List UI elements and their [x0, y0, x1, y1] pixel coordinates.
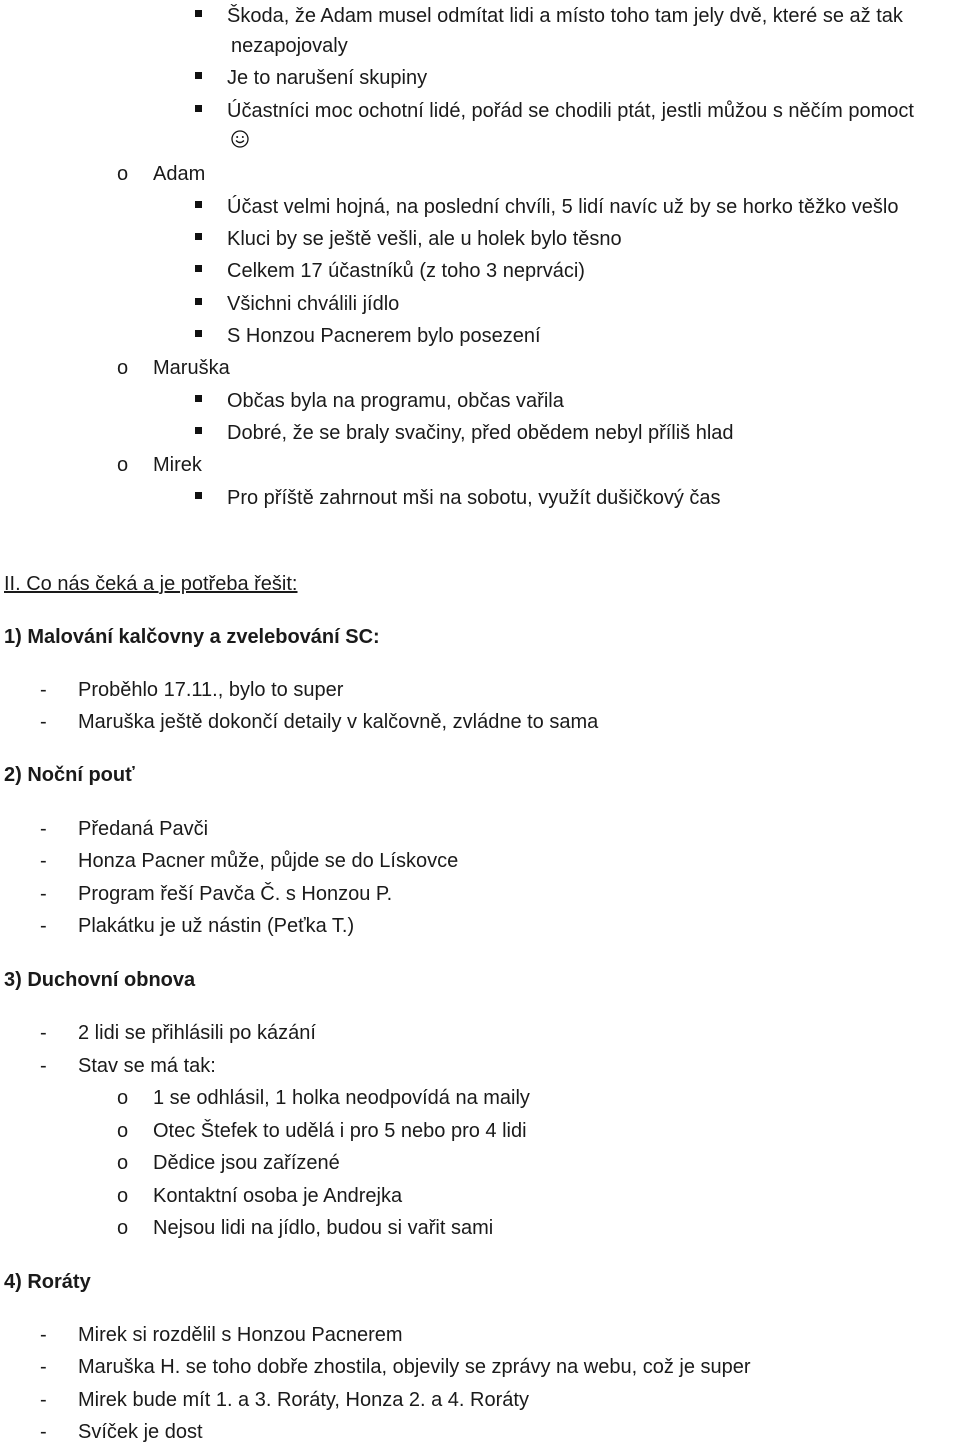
circle-bullet-icon: o: [117, 163, 129, 185]
list-item: [0, 1082, 960, 1114]
list-item-text: Proběhlo 17.11., bylo to super: [78, 679, 344, 701]
dash-bullet-icon: -: [40, 679, 47, 701]
list-item-text: Škoda, že Adam musel odmítat lidi a místo toho tam jely dvě, které se až tak: [227, 5, 903, 27]
dash-bullet-icon: -: [40, 1389, 47, 1411]
circle-bullet-icon: o: [117, 1185, 129, 1207]
list-item-text: Program řeší Pavča Č. s Honzou P.: [78, 883, 393, 905]
circle-bullet-icon: o: [117, 1152, 129, 1174]
subsection-heading: [0, 964, 960, 996]
square-bullet-icon: [195, 105, 202, 112]
list-item: [0, 1319, 960, 1351]
dash-bullet-icon: -: [40, 850, 47, 872]
list-item-text: Kluci by se ještě vešli, ale u holek bylo těsno: [227, 228, 622, 250]
circle-bullet-icon: o: [117, 454, 129, 476]
person-heading-adam: [0, 158, 960, 190]
list-item-text: Maruška H. se toho dobře zhostila, objevily se zprávy na webu, což je super: [78, 1356, 751, 1378]
dash-bullet-icon: -: [40, 1022, 47, 1044]
dash-bullet-icon: -: [40, 915, 47, 937]
circle-bullet-icon: o: [117, 1217, 129, 1239]
smiley-row: [0, 127, 960, 159]
list-item: [0, 1384, 960, 1416]
list-item: [0, 1180, 960, 1212]
list-item-text: Účastníci moc ochotní lidé, pořád se chodili ptát, jestli můžou s něčím pomoct: [227, 100, 914, 122]
list-item-text: nezapojovaly: [231, 35, 348, 57]
list-item-text: Je to narušení skupiny: [227, 67, 428, 89]
list-item: [0, 1416, 960, 1448]
dash-bullet-icon: -: [40, 1324, 47, 1346]
subsection-title: 4) Roráty: [4, 1271, 91, 1293]
person-heading-maruska: [0, 352, 960, 384]
list-item: [0, 1017, 960, 1049]
list-item: [0, 191, 960, 223]
list-item: [0, 385, 960, 417]
list-item: [0, 845, 960, 877]
list-item: [0, 288, 960, 320]
circle-bullet-icon: o: [117, 357, 129, 379]
list-item-text: Pro příště zahrnout mši na sobotu, využít dušičkový čas: [227, 487, 721, 509]
person-name: Adam: [153, 163, 206, 185]
square-bullet-icon: [195, 427, 202, 434]
list-item-text: Nejsou lidi na jídlo, budou si vařit sami: [153, 1217, 494, 1239]
dash-bullet-icon: -: [40, 1356, 47, 1378]
circle-bullet-icon: o: [117, 1087, 129, 1109]
square-bullet-icon: [195, 265, 202, 272]
dash-bullet-icon: -: [40, 818, 47, 840]
list-item: [0, 706, 960, 738]
dash-bullet-icon: -: [40, 1421, 47, 1443]
list-item-text: Občas byla na programu, občas vařila: [227, 390, 564, 412]
square-bullet-icon: [195, 395, 202, 402]
list-item-text: Všichni chválili jídlo: [227, 293, 400, 315]
person-name: Mirek: [153, 454, 202, 476]
list-item-text: Maruška ještě dokončí detaily v kalčovně, zvládne to sama: [78, 711, 599, 733]
list-item: [0, 95, 960, 127]
list-item-text: Účast velmi hojná, na poslední chvíli, 5 lidí navíc už by se horko těžko vešlo: [227, 196, 899, 218]
dash-bullet-icon: -: [40, 1055, 47, 1077]
square-bullet-icon: [195, 72, 202, 79]
list-item: [0, 62, 960, 94]
list-item: [0, 674, 960, 706]
square-bullet-icon: [195, 201, 202, 208]
list-item-text: Předaná Pavči: [78, 818, 209, 840]
subsection-title: 2) Noční pouť: [4, 764, 135, 786]
list-item: [0, 813, 960, 845]
list-item-text: 2 lidi se přihlásili po kázání: [78, 1022, 316, 1044]
subsection-title: 3) Duchovní obnova: [4, 969, 196, 991]
list-item-text: Kontaktní osoba je Andrejka: [153, 1185, 403, 1207]
person-name: Maruška: [153, 357, 230, 379]
list-item: [0, 1351, 960, 1383]
list-item: [0, 417, 960, 449]
subsection-heading: [0, 1266, 960, 1298]
section-title: II. Co nás čeká a je potřeba řešit:: [4, 573, 298, 595]
dash-bullet-icon: -: [40, 883, 47, 905]
list-item: [0, 0, 960, 32]
list-item-text: Honza Pacner může, půjde se do Lískovce: [78, 850, 459, 872]
person-heading-mirek: [0, 449, 960, 481]
list-item: [0, 878, 960, 910]
smiley-face-icon: [231, 130, 249, 148]
section-heading: [0, 568, 960, 600]
list-item-text: Otec Štefek to udělá i pro 5 nebo pro 4 lidi: [153, 1120, 527, 1142]
subsection-title: 1) Malování kalčovny a zvelebování SC:: [4, 626, 380, 648]
list-item-text: Stav se má tak:: [78, 1055, 216, 1077]
list-item-text: S Honzou Pacnerem bylo posezení: [227, 325, 541, 347]
subsection-heading: [0, 759, 960, 791]
list-item-continuation: [0, 30, 960, 62]
square-bullet-icon: [195, 492, 202, 499]
list-item-text: Plakátku je už nástin (Peťka T.): [78, 915, 355, 937]
list-item-text: Dobré, že se braly svačiny, před obědem nebyl příliš hlad: [227, 422, 734, 444]
square-bullet-icon: [195, 10, 202, 17]
list-item-text: Svíček je dost: [78, 1421, 203, 1443]
list-item: [0, 1212, 960, 1244]
square-bullet-icon: [195, 330, 202, 337]
subsection-heading: [0, 621, 960, 653]
list-item-text: Mirek si rozdělil s Honzou Pacnerem: [78, 1324, 403, 1346]
list-item-text: Mirek bude mít 1. a 3. Roráty, Honza 2. a 4. Roráty: [78, 1389, 529, 1411]
list-item: [0, 1050, 960, 1082]
list-item: [0, 910, 960, 942]
list-item: [0, 223, 960, 255]
list-item-text: 1 se odhlásil, 1 holka neodpovídá na maily: [153, 1087, 530, 1109]
list-item-text: Dědice jsou zařízené: [153, 1152, 340, 1174]
list-item-text: Celkem 17 účastníků (z toho 3 neprváci): [227, 260, 585, 282]
square-bullet-icon: [195, 233, 202, 240]
circle-bullet-icon: o: [117, 1120, 129, 1142]
list-item: [0, 320, 960, 352]
list-item: [0, 482, 960, 514]
list-item: [0, 1115, 960, 1147]
dash-bullet-icon: -: [40, 711, 47, 733]
list-item: [0, 255, 960, 287]
square-bullet-icon: [195, 298, 202, 305]
list-item: [0, 1147, 960, 1179]
